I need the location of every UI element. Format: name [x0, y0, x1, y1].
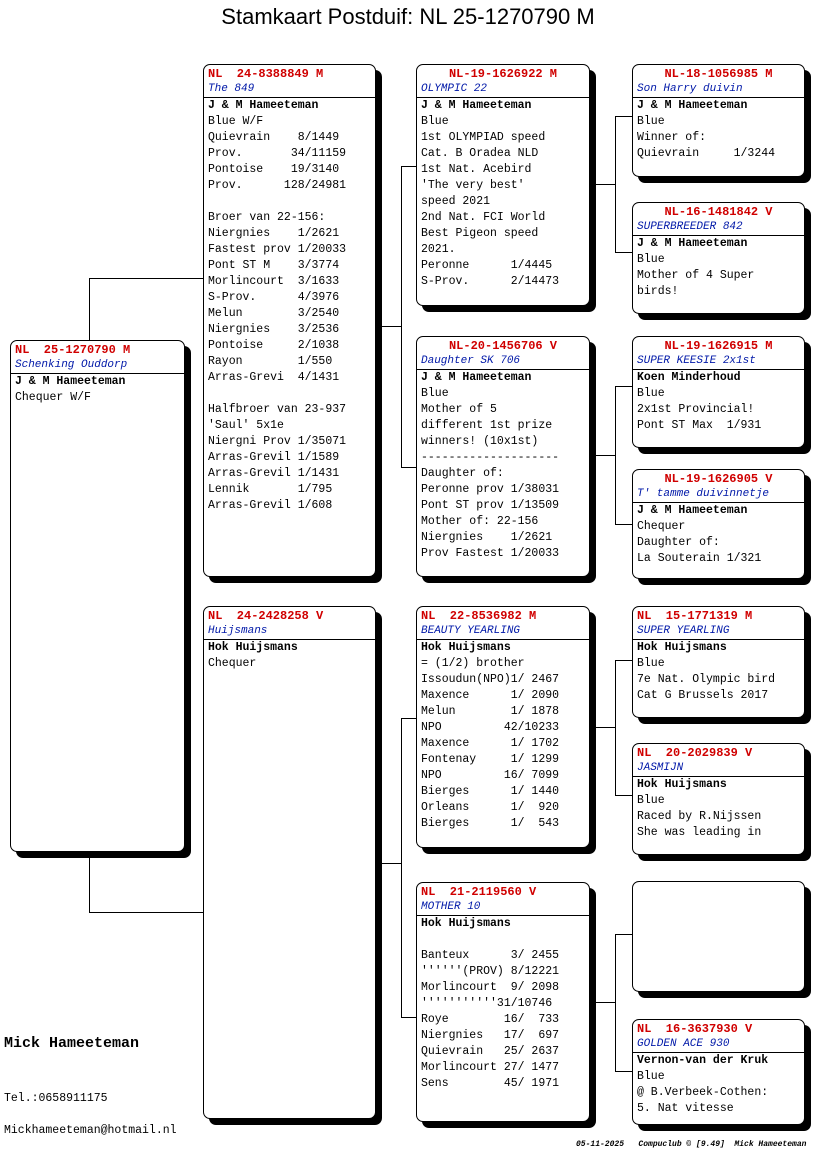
detail-line: Prov Fastest 1/20033	[421, 547, 560, 560]
detail-line: Blue	[637, 387, 665, 400]
pigeon-name: SUPER YEARLING	[633, 624, 804, 640]
connector-line	[401, 1017, 417, 1018]
detail-line: Maxence 1/ 2090	[421, 689, 560, 702]
pigeon-card-dam-dam[interactable]	[416, 882, 590, 1122]
ring-number: NL-16-1481842 V	[664, 205, 773, 219]
detail-line: 2021.	[421, 243, 456, 256]
detail-line: Niergnies 3/2536	[208, 323, 340, 336]
detail-line: Arras-Grevi 4/1431	[208, 371, 340, 384]
detail-line: Melun 1/ 1878	[421, 705, 560, 718]
detail-line: different 1st prize	[421, 419, 553, 432]
pigeon-details	[204, 114, 375, 514]
detail-line: Chequer	[208, 657, 257, 670]
detail-line: Fontenay 1/ 1299	[421, 753, 560, 766]
connector-line	[89, 278, 204, 279]
owner-name: Koen Minderhoud	[637, 371, 741, 384]
detail-line: Blue	[637, 794, 665, 807]
detail-line: Rayon 1/550	[208, 355, 333, 368]
pigeon-card-sds[interactable]	[632, 336, 805, 448]
detail-line: birds!	[637, 285, 679, 298]
detail-line: Daughter of:	[637, 536, 720, 549]
pigeon-name: MOTHER 10	[417, 900, 589, 916]
detail-line: Best Pigeon speed	[421, 227, 539, 240]
connector-line	[615, 116, 633, 117]
connector-line	[596, 455, 616, 456]
ring-number: NL-19-1626905 V	[664, 472, 773, 486]
detail-line: Roye 16/ 733	[421, 1013, 560, 1026]
detail-line: La Souterain 1/321	[637, 552, 762, 565]
detail-line: Pont ST M 3/3774	[208, 259, 340, 272]
detail-line: Chequer	[637, 520, 686, 533]
detail-line: Lennik 1/795	[208, 483, 333, 496]
pigeon-details	[633, 1069, 804, 1117]
pigeon-details	[417, 386, 589, 562]
breeder-email[interactable]: Mickhameeteman@hotmail.nl	[4, 1124, 177, 1137]
pigeon-name: OLYMPIC 22	[417, 82, 589, 98]
detail-line: Maxence 1/ 1702	[421, 737, 560, 750]
pigeon-details	[633, 114, 804, 162]
connector-line	[615, 934, 616, 1072]
ring-number: NL-18-1056985 M	[664, 67, 773, 81]
detail-line: = (1/2) brother	[421, 657, 525, 670]
detail-line: '''''''''''31/10746	[421, 997, 553, 1010]
detail-line: 'The very best'	[421, 179, 525, 192]
pigeon-card-ddd[interactable]	[632, 1019, 805, 1125]
detail-line: Daughter of:	[421, 467, 504, 480]
ring-number: NL 24-8388849 M	[208, 67, 324, 81]
detail-line: Pont ST Max 1/931	[637, 419, 762, 432]
detail-line: Cat G Brussels 2017	[637, 689, 769, 702]
detail-line: Quievrain 25/ 2637	[421, 1045, 560, 1058]
owner-name: J & M Hameeteman	[637, 99, 748, 112]
pigeon-card-sire-dam[interactable]	[416, 336, 590, 577]
detail-line: Morlincourt 9/ 2098	[421, 981, 560, 994]
owner-name: Hok Huijsmans	[421, 641, 511, 654]
connector-line	[401, 718, 417, 719]
connector-line	[615, 934, 633, 935]
ring-number: NL 25-1270790 M	[15, 343, 131, 357]
detail-line: Sens 45/ 1971	[421, 1077, 560, 1090]
pigeon-name: Schenking Ouddorp	[11, 358, 184, 374]
detail-line: Morlincourt 27/ 1477	[421, 1061, 560, 1074]
owner-name: Hok Huijsmans	[208, 641, 298, 654]
detail-line: winners! (10x1st)	[421, 435, 539, 448]
owner-name: J & M Hameeteman	[421, 99, 532, 112]
connector-line	[615, 524, 633, 525]
detail-line: S-Prov. 2/14473	[421, 275, 560, 288]
detail-line: S-Prov. 4/3976	[208, 291, 340, 304]
pigeon-details	[633, 252, 804, 300]
connector-line	[615, 660, 616, 796]
detail-line: 7e Nat. Olympic bird	[637, 673, 776, 686]
connector-line	[89, 278, 90, 340]
detail-line: 2nd Nat. FCI World	[421, 211, 546, 224]
detail-line: Peronne 1/4445	[421, 259, 553, 272]
pigeon-details	[633, 793, 804, 841]
pigeon-details	[633, 519, 804, 567]
connector-line	[401, 166, 417, 167]
pigeon-card-sire[interactable]	[203, 64, 376, 577]
detail-line: ''''''(PROV) 8/12221	[421, 965, 560, 978]
pigeon-name: Son Harry duivin	[633, 82, 804, 98]
detail-line: Prov. 34/11159	[208, 147, 347, 160]
owner-name: J & M Hameeteman	[637, 237, 748, 250]
owner-name: J & M Hameeteman	[15, 375, 126, 388]
detail-line: Pontoise 19/3140	[208, 163, 340, 176]
detail-line: Broer van 22-156:	[208, 211, 326, 224]
pigeon-name: The 849	[204, 82, 375, 98]
detail-line: Niergnies 17/ 697	[421, 1029, 560, 1042]
connector-line	[615, 386, 616, 525]
pigeon-details	[417, 114, 589, 290]
detail-line: Arras-Grevil 1/1589	[208, 451, 340, 464]
pigeon-name: SUPERBREEDER 842	[633, 220, 804, 236]
detail-line: Chequer W/F	[15, 391, 91, 404]
detail-line: @ B.Verbeek-Cothen:	[637, 1086, 769, 1099]
owner-name: J & M Hameeteman	[421, 371, 532, 384]
detail-line	[208, 194, 371, 210]
connector-line	[615, 660, 633, 661]
connector-line	[615, 116, 616, 253]
ring-number	[633, 882, 804, 883]
pigeon-card-dam-sire[interactable]	[416, 606, 590, 848]
detail-line: Raced by R.Nijssen	[637, 810, 762, 823]
detail-line: Quievrain 8/1449	[208, 131, 340, 144]
detail-line: 2x1st Provincial!	[637, 403, 755, 416]
connector-line	[401, 467, 417, 468]
pigeon-details	[633, 386, 804, 434]
pigeon-details	[417, 932, 589, 1092]
pigeon-card-dam[interactable]	[203, 606, 376, 1119]
connector-line	[401, 718, 402, 1018]
ring-number: NL 24-2428258 V	[208, 609, 324, 623]
pigeon-card-subject[interactable]	[10, 340, 185, 852]
ring-number: NL 16-3637930 V	[637, 1022, 753, 1036]
pigeon-details	[417, 656, 589, 832]
detail-line: Niergnies 1/2621	[208, 227, 340, 240]
pigeon-card-sss[interactable]	[632, 64, 805, 177]
detail-line: Arras-Grevil 1/608	[208, 499, 333, 512]
breeder-phone: Tel.:0658911175	[4, 1092, 108, 1105]
ring-number: NL-19-1626922 M	[448, 67, 558, 81]
detail-line: Banteux 3/ 2455	[421, 949, 560, 962]
breeder-name: Mick Hameeteman	[4, 1035, 140, 1052]
connector-line	[596, 1002, 616, 1003]
detail-line	[208, 386, 371, 402]
detail-line: Mother of 4 Super	[637, 269, 755, 282]
detail-line: NPO 42/10233	[421, 721, 560, 734]
ring-number: NL-19-1626915 M	[664, 339, 773, 353]
detail-line: Halfbroer van 23-937	[208, 403, 347, 416]
detail-line: Peronne prov 1/38031	[421, 483, 560, 496]
owner-name: Hok Huijsmans	[421, 917, 511, 930]
detail-line: Blue	[637, 253, 665, 266]
detail-line: Melun 3/2540	[208, 307, 340, 320]
detail-line: Quievrain 1/3244	[637, 147, 776, 160]
footer-credit: 05-11-2025 Compuclub © [9.49] Mick Hameeteman	[576, 1140, 807, 1149]
detail-line: NPO 16/ 7099	[421, 769, 560, 782]
detail-line: Orleans 1/ 920	[421, 801, 560, 814]
detail-line: Mother of: 22-156	[421, 515, 539, 528]
detail-line	[421, 932, 585, 948]
ring-number: NL-20-1456706 V	[448, 339, 558, 353]
connector-line	[615, 1071, 633, 1072]
pigeon-name: SUPER KEESIE 2x1st	[633, 354, 804, 370]
pigeon-details	[204, 656, 375, 672]
owner-name: J & M Hameeteman	[637, 504, 748, 517]
detail-line: 1st OLYMPIAD speed	[421, 131, 546, 144]
connector-line	[382, 863, 402, 864]
ring-number: NL 21-2119560 V	[421, 885, 537, 899]
pigeon-card-dss[interactable]	[632, 606, 805, 718]
detail-line: 'Saul' 5x1e	[208, 419, 284, 432]
detail-line: Bierges 1/ 1440	[421, 785, 560, 798]
connector-line	[596, 184, 616, 185]
detail-line: Blue W/F	[208, 115, 264, 128]
detail-line: Blue	[421, 387, 449, 400]
detail-line: Bierges 1/ 543	[421, 817, 560, 830]
pigeon-details	[633, 656, 804, 704]
detail-line: Prov. 128/24981	[208, 179, 347, 192]
pigeon-name: JASMIJN	[633, 761, 804, 777]
connector-line	[615, 795, 633, 796]
detail-line: Arras-Grevil 1/1431	[208, 467, 340, 480]
detail-line: Blue	[637, 1070, 665, 1083]
pigeon-name: GOLDEN ACE 930	[633, 1037, 804, 1053]
pigeon-card-sdd[interactable]	[632, 469, 805, 579]
detail-line: Mother of 5	[421, 403, 497, 416]
detail-line: Blue	[637, 115, 665, 128]
ring-number: NL 20-2029839 V	[637, 746, 753, 760]
connector-line	[382, 326, 402, 327]
pigeon-name: Huijsmans	[204, 624, 375, 640]
detail-line: 1st Nat. Acebird	[421, 163, 532, 176]
detail-line: Cat. B Oradea NLD	[421, 147, 539, 160]
pigeon-card-sire-sire[interactable]	[416, 64, 590, 306]
detail-line: Niergnies 1/2621	[421, 531, 553, 544]
pigeon-card-dsd[interactable]	[632, 743, 805, 855]
detail-line: Issoudun(NPO)1/ 2467	[421, 673, 560, 686]
pigeon-name: BEAUTY YEARLING	[417, 624, 589, 640]
detail-line: --------------------	[421, 451, 560, 464]
connector-line	[89, 912, 204, 913]
detail-line: Pont ST prov 1/13509	[421, 499, 560, 512]
pigeon-name: Daughter SK 706	[417, 354, 589, 370]
pigeon-card-dds[interactable]	[632, 881, 805, 992]
owner-name: Vernon-van der Kruk	[637, 1054, 769, 1067]
detail-line: Pontoise 2/1038	[208, 339, 340, 352]
detail-line: Winner of:	[637, 131, 707, 144]
detail-line: She was leading in	[637, 826, 762, 839]
connector-line	[89, 852, 90, 912]
connector-line	[615, 252, 633, 253]
detail-line: Niergni Prov 1/35071	[208, 435, 347, 448]
ring-number: NL 22-8536982 M	[421, 609, 537, 623]
owner-name: Hok Huijsmans	[637, 641, 727, 654]
pigeon-details	[11, 390, 184, 406]
detail-line: Blue	[637, 657, 665, 670]
page-title: Stamkaart Postduif: NL 25-1270790 M	[221, 4, 595, 29]
detail-line: Fastest prov 1/20033	[208, 243, 347, 256]
ring-number: NL 15-1771319 M	[637, 609, 753, 623]
owner-name: Hok Huijsmans	[637, 778, 727, 791]
connector-line	[401, 166, 402, 468]
connector-line	[615, 386, 633, 387]
owner-name: J & M Hameeteman	[208, 99, 319, 112]
detail-line: Blue	[421, 115, 449, 128]
detail-line: Morlincourt 3/1633	[208, 275, 340, 288]
connector-line	[596, 727, 616, 728]
detail-line: 5. Nat vitesse	[637, 1102, 734, 1115]
detail-line: speed 2021	[421, 195, 491, 208]
pigeon-card-ssd[interactable]	[632, 202, 805, 314]
pigeon-name: T' tamme duivinnetje	[633, 487, 804, 503]
